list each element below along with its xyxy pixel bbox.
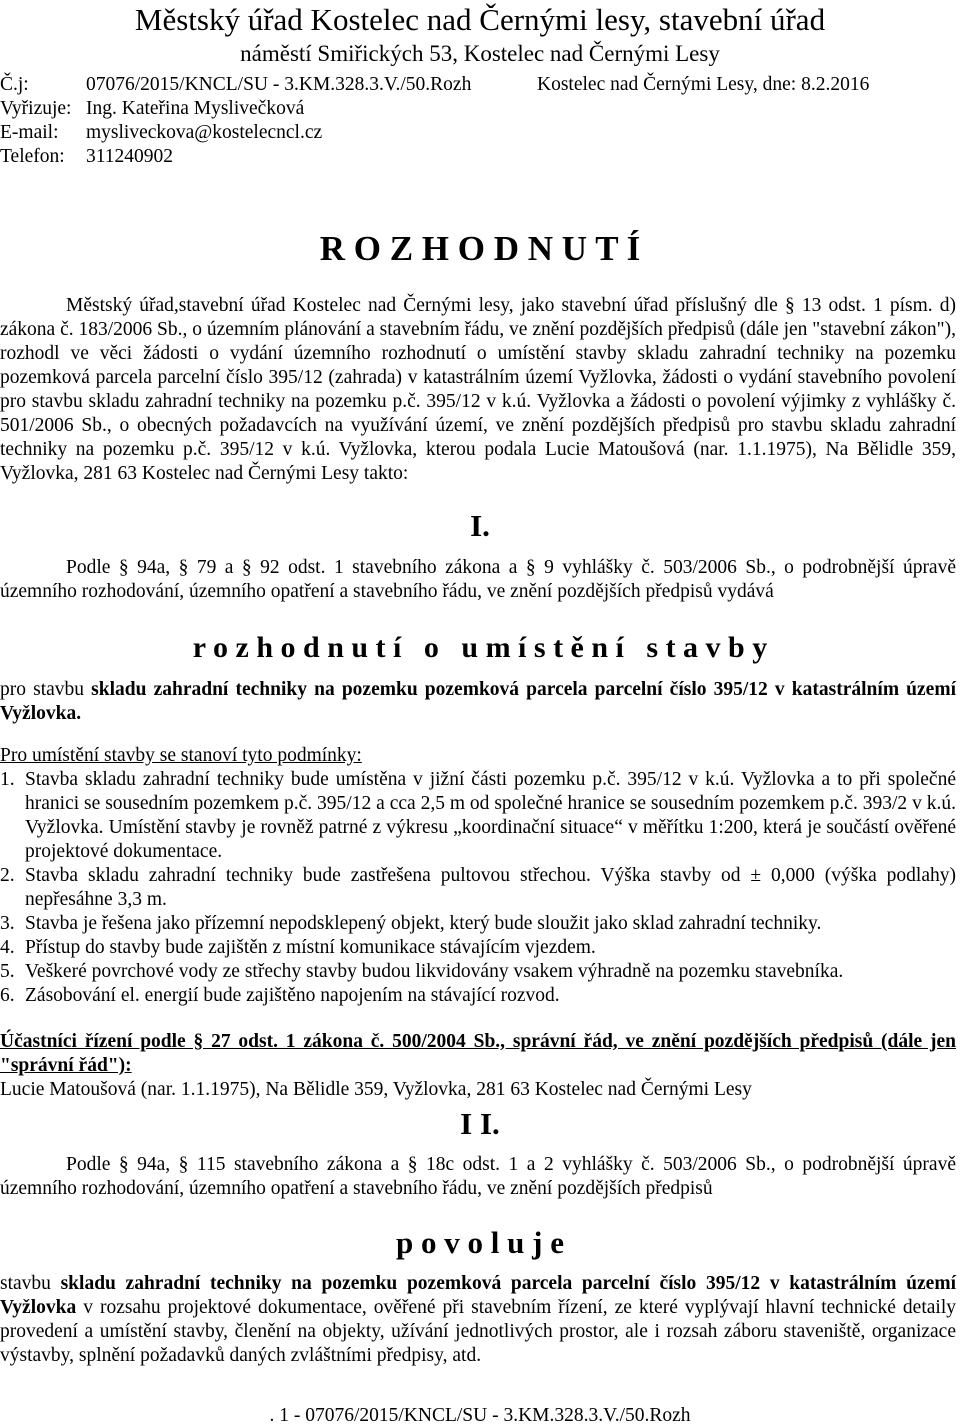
- stavba-prefix: stavbu: [0, 1273, 61, 1294]
- section-2-stavba: [0, 1272, 956, 1368]
- section-1-text: [0, 556, 956, 604]
- condition-number: 4.: [0, 937, 15, 958]
- section-1-body: Podle § 94a, § 79 a § 92 odst. 1 stavebního zákona a § 9 vyhlášky č. 503/2006 Sb., o podrobnější úpravě územního rozhodování, územního opatření a stavebního řádu, ve znění pozdějších předpisů vydává: [0, 557, 956, 602]
- condition-number: 5.: [0, 961, 15, 982]
- condition-text: Veškeré povrchové vody ze střechy stavby budou likvidovány vsakem výhradně na pozemku stavebníka.: [25, 961, 844, 982]
- condition-item: [0, 864, 956, 912]
- intro-paragraph: [0, 294, 956, 486]
- section-1-stavba: [0, 678, 956, 726]
- vyrizuje-label: Vyřizuje:: [0, 98, 72, 119]
- stavba-rest: v rozsahu projektové dokumentace, ověřené při stavebním řízení, ze které vyplývají hlavní technické detaily provedení a umístění stavby, členění na objekty, užívání jednotlivých prostor, ale i rozsah záboru staveniště, organizace výstavby, splnění požadavků daných zvláštními předpisy, atd.: [0, 1297, 956, 1366]
- stavba-bold: skladu zahradní techniky na pozemku pozemková parcela parcelní číslo 395/12 v katastrálním území Vyžlovka: [0, 1273, 956, 1318]
- email-row: [0, 121, 960, 145]
- condition-number: 3.: [0, 913, 15, 934]
- document-meta: [0, 73, 960, 169]
- condition-text: Přístup do stavby bude zajištěn z místní komunikace stávajícím vjezdem.: [25, 937, 596, 958]
- vyrizuje-value: Ing. Kateřina Myslivečková: [86, 98, 305, 119]
- stavba-prefix: pro stavbu: [0, 679, 92, 700]
- condition-text: Zásobování el. energií bude zajištěno napojením na stávající rozvod.: [25, 985, 560, 1006]
- email-label: E-mail:: [0, 122, 59, 143]
- condition-number: 1.: [0, 769, 15, 790]
- telefon-row: [0, 145, 960, 169]
- condition-text: Stavba skladu zahradní techniky bude umístěna v jižní části pozemku p.č. 395/12 v k.ú. Vyžlovka a to při společné hranici se sousedním pozemkem p.č. 395/12 a cca 2,5 m od společné hranice se sousedním pozemkem p.č. 393/2 v k.ú. Vyžlovka. Umístění stavby je rovněž patrné z výkresu „koordinační situace“ v měřítku 1:200, která je součástí ověřené projektové dokumentace.: [25, 769, 956, 862]
- condition-item: [0, 984, 956, 1008]
- cj-row: [0, 73, 960, 97]
- telefon-value: 311240902: [86, 146, 174, 167]
- section-2-body: Podle § 94a, § 115 stavebního zákona a § 18c odst. 1 a 2 vyhlášky č. 503/2006 Sb., o podrobnější úpravě územního rozhodování, územního opatření a stavebního řádu, ve znění pozdějších předpisů: [0, 1154, 956, 1199]
- participants-title: Účastníci řízení podle § 27 odst. 1 zákona č. 500/2004 Sb., správní řád, ve znění pozdějších předpisů (dále jen "správní řád"):: [0, 1031, 956, 1076]
- condition-text: Stavba skladu zahradní techniky bude zastřešena pultovou střechou. Výška stavby od ± 0,000 (výška podlahy) nepřesáhne 3,3 m.: [25, 865, 956, 910]
- condition-item: [0, 960, 956, 984]
- office-address: náměstí Smiřických 53, Kostelec nad Černými Lesy: [240, 41, 720, 66]
- participant-name: Lucie Matoušová (nar. 1.1.1975), Na Bělidle 359, Vyžlovka, 281 63 Kostelec nad Černými Lesy: [0, 1079, 752, 1100]
- conditions-list: [0, 768, 956, 1008]
- condition-number: 6.: [0, 985, 15, 1006]
- section-2-numeral: I I.: [460, 1106, 500, 1141]
- condition-text: Stavba je řešena jako přízemní nepodsklepený objekt, který bude sloužit jako sklad zahradní techniky.: [25, 913, 822, 934]
- intro-text: Městský úřad,stavební úřad Kostelec nad Černými lesy, jako stavební úřad příslušný dle § 13 odst. 1 písm. d) zákona č. 183/2006 Sb., o územním plánování a stavebním řádu, ve znění pozdějších předpisů (dále jen "stavební zákon"), rozhodl ve věci žádosti o vydání územního rozhodnutí o umístění stavby skladu zahradní techniky na pozemku pozemková parcela parcelní číslo 395/12 (zahrada) v katastrálním území Vyžlovka, žádosti o vydání stavebního povolení pro stavbu skladu zahradní techniky na pozemku p.č. 395/12 v k.ú. Vyžlovka a žádosti o povolení výjimky z vyhlášky č. 501/2006 Sb., o obecných požadavcích na využívání území, ve znění pozdějších předpisů pro stavbu skladu zahradní techniky na pozemku p.č. 395/12 v k.ú. Vyžlovka, kterou podala Lucie Matoušová (nar. 1.1.1975), Na Bělidle 359, Vyžlovka, 281 63 Kostelec nad Černými Lesy takto:: [0, 295, 956, 484]
- conditions-title: Pro umístění stavby se stanoví tyto podmínky:: [0, 745, 362, 766]
- condition-number: 2.: [0, 865, 15, 886]
- decision-placement-heading: r o z h o d n u t í o u m í s t ě n í s t a v b y: [192, 631, 768, 664]
- cj-label: Č.j:: [0, 74, 29, 95]
- vyrizuje-row: [0, 97, 960, 121]
- email-value: mysliveckova@kostelecncl.cz: [86, 122, 323, 143]
- office-title: Městský úřad Kostelec nad Černými lesy, stavební úřad: [134, 2, 826, 37]
- section-1-numeral: I.: [470, 508, 490, 543]
- page-footer: . 1 - 07076/2015/KNCL/SU - 3.KM.328.3.V./50.Rozh: [269, 1405, 691, 1426]
- stavba-bold: skladu zahradní techniky na pozemku pozemková parcela parcelní číslo 395/12 v katastrálním území Vyžlovka.: [0, 679, 956, 724]
- permit-heading: p o v o l u j e: [396, 1225, 564, 1260]
- condition-item: [0, 768, 956, 864]
- decision-heading: R O Z H O D N U T Í: [319, 229, 641, 268]
- condition-item: [0, 912, 956, 936]
- cj-value: 07076/2015/KNCL/SU - 3.KM.328.3.V./50.Rozh: [86, 74, 472, 95]
- date-line: Kostelec nad Černými Lesy, dne: 8.2.2016: [537, 74, 870, 95]
- telefon-label: Telefon:: [0, 146, 65, 167]
- section-2-text: [0, 1153, 956, 1201]
- condition-item: [0, 936, 956, 960]
